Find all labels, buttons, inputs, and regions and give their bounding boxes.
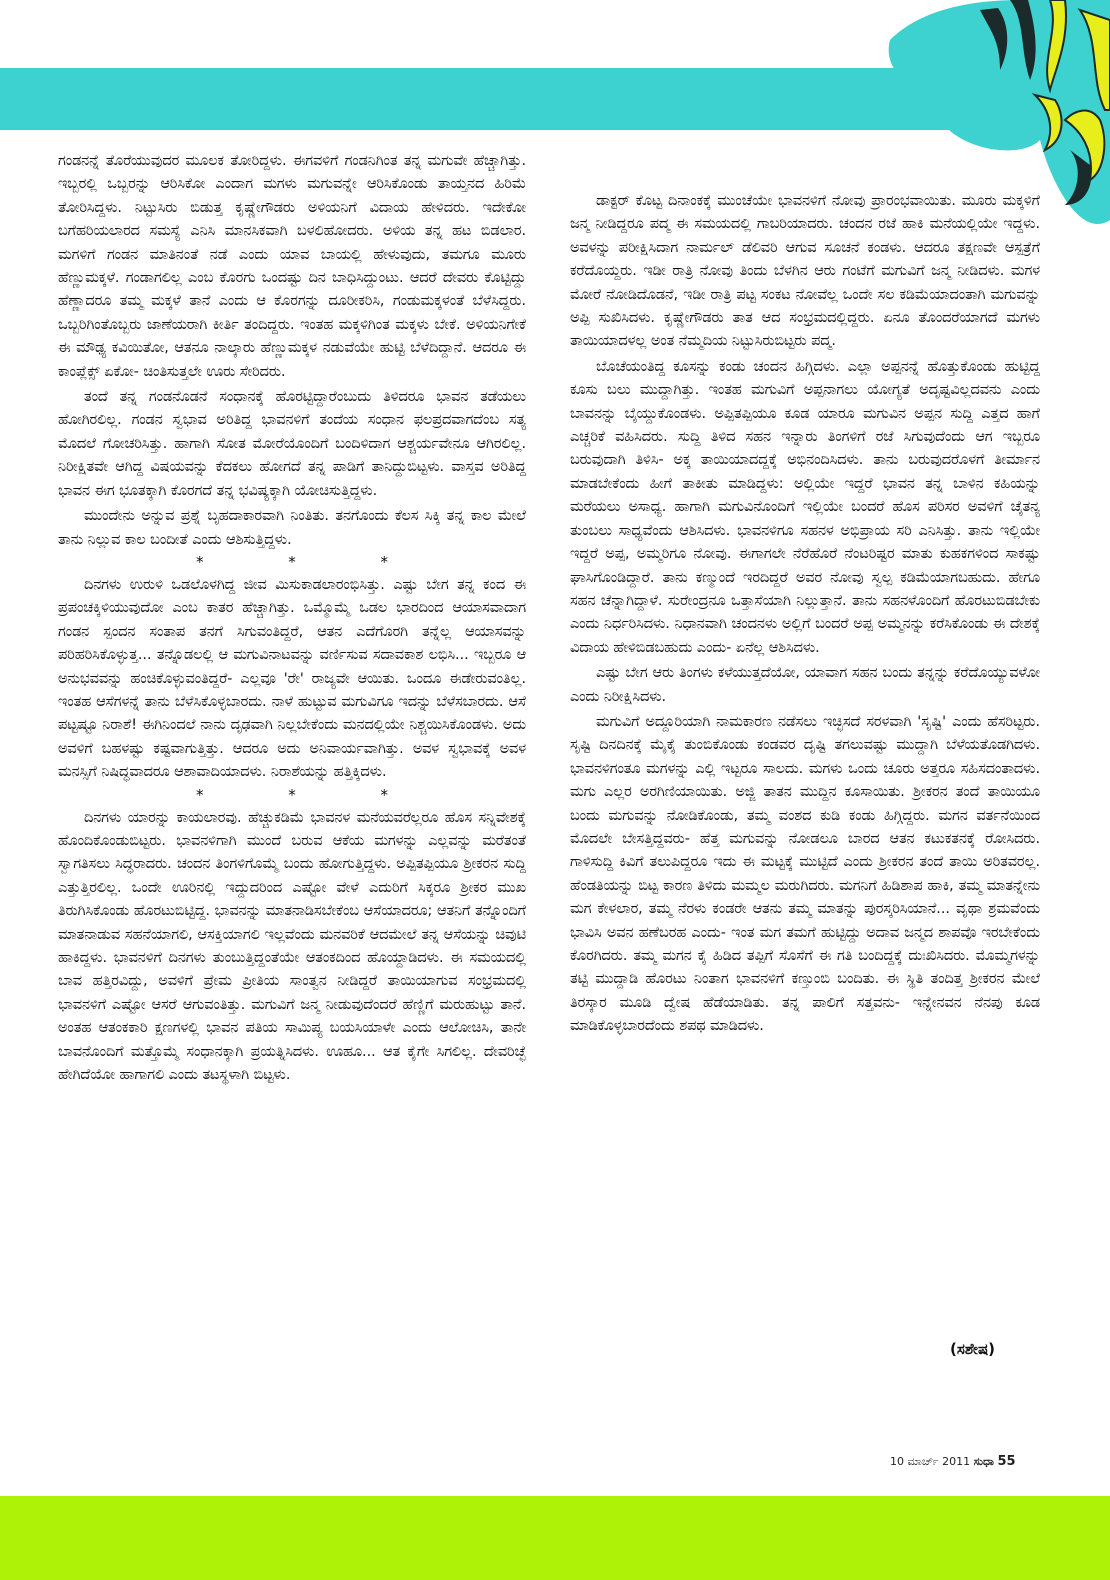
paragraph: ಮಗುವಿಗೆ ಅದ್ದೂರಿಯಾಗಿ ನಾಮಕಾರಣ ನಡೆಸಲು ಇಚ್ಛಿಸದೆ ಸರಳವಾಗಿ 'ಸೃಷ್ಟಿ' ಎಂದು ಹೆಸರಿಟ್ಟರು. ಸೃಷ್ಟಿ ದಿನದಿನಕ್ಕೆ ಮೈಕೈ ತುಂಬಿಕೊಂಡು ಕಂಡವರ ದೃಷ್ಟಿ ತಗಲುವಷ್ಟು ಮುದ್ದಾಗಿ ಬೆಳೆಯತೊಡಗಿದಳು. ಭಾವನಳಿಗಂತೂ ಮಗಳನ್ನು ಎಲ್ಲಿ ಇಟ್ಟರೂ ಸಾಲದು. ಮಗಳು ಒಂದು ಚೂರು ಅತ್ತರೂ ಸಹಿಸದಂತಾದಳು. ಮಗು ಎಲ್ಲರ ಅರಗಿಣಿಯಾಯಿತು. ಅಜ್ಜಿ ತಾತನ ಮುದ್ದಿನ ಕೂಸಾಯಿತು. ಶ್ರೀಕರನ ತಂದೆ ತಾಯಿಯೂ ಬಂದು ಮಗುವನ್ನು ನೋಡಿಕೊಂಡು, ತಮ್ಮ ವಂಶದ ಕುಡಿ ಕಂಡು ಹಿಗ್ಗಿದ್ದರು. ಮಗನ ವರ್ತನೆಯಿಂದ ಮೊದಲೇ ಬೇಸತ್ತಿದ್ದವರು- ಹೆತ್ತ ಮಗುವನ್ನು ನೋಡಲೂ ಬಾರದ ಆತನ ಕಟುಕತನಕ್ಕೆ ರೋಸಿದರು. ಗಾಳಿಸುದ್ದಿ ಕಿವಿಗೆ ತಲುಪಿದ್ದರೂ ಇದು ಈ ಮಟ್ಟಕ್ಕೆ ಮುಟ್ಟಿದೆ ಎಂದು ಶ್ರೀಕರನ ತಂದೆ ತಾಯಿ ಅರಿತವರಲ್ಲ. ಹೆಂಡತಿಯನ್ನು ಬಿಟ್ಟ ಕಾರಣ ತಿಳಿದು ಮಮ್ಮಲ ಮರುಗಿದರು. ಮಗನಿಗೆ ಹಿಡಿಶಾಪ ಹಾಕಿ, ತಮ್ಮ ಮಾತನ್ನೇನು ಮಗ ಕೇಳಲಾರ, ತಮ್ಮ ನೆರಳು ಕಂಡರೇ ಆತನು ತಮ್ಮ ಮಾತನ್ನು ಪುರಸ್ಕರಿಸಿಯಾನೆ... ವೃಥಾ ಶ್ರಮವೆಂದು ಭಾವಿಸಿ ಅವನ ಹಣೆಬರಹ ಎಂದು- ಇಂತ ಮಗ ತಮಗೆ ಹುಟ್ಟಿದ್ದು ಅದಾವ ಜನ್ಮದ ಶಾಪವೊ ಇರಬೇಕೆಂದು ಕೊರಗಿದರು. ತಮ್ಮ ಮಗನ ಕೈ ಹಿಡಿದ ತಪ್ಪಿಗೆ ಸೊಸೆಗೆ ಈ ಗತಿ ಬಂದಿದ್ದಕ್ಕೆ ದುಃಖಿಸಿದರು. ಮೊಮ್ಮಗಳನ್ನು ತಟ್ಟಿ ಮುದ್ದಾಡಿ ಹೊರಟು ನಿಂತಾಗ ಭಾವನಳಿಗೆ ಕಣ್ತುಂಬಿ ಬಂದಿತು. ಈ ಸ್ಥಿತಿ ತಂದಿತ್ತ ಶ್ರೀಕರನ ಮೇಲೆ ತಿರಸ್ಕಾರ ಮೂಡಿ ದ್ವೇಷ ಹೆಡೆಯಾಡಿತು. ತನ್ನ ಪಾಲಿಗೆ ಸತ್ತವನು- ಇನ್ನೇನವನ ನೆನಪು ಕೂಡ ಮಾಡಿಕೊಳ್ಳಬಾರದೆಂದು ಶಪಥ ಮಾಡಿದಳು. xyxy=(570,713,1041,1035)
section-break: * * * xyxy=(195,785,429,804)
page-footer xyxy=(890,1454,1016,1469)
paragraph: ತಂದೆ ತನ್ನ ಗಂಡನೊಡನೆ ಸಂಧಾನಕ್ಕೆ ಹೊರಟ್ಟಿದ್ದಾರೆಂಬುದು ತಿಳಿದರೂ ಭಾವನ ತಡೆಯಲು ಹೋಗಿರಲಿಲ್ಲ. ಗಂಡನ ಸ್ವಭಾವ ಅರಿತಿದ್ದ ಭಾವನಳಿಗೆ ತಂದೆಯ ಸಂಧಾನ ಫಲಪ್ರದವಾಗದೆಂಬ ಸತ್ಯ ಮೊದಲೆ ಗೋಚರಿಸಿತ್ತು. ಹಾಗಾಗಿ ಸೋತ ಮೋರೆಯೊಂದಿಗೆ ಬಂದಿಳಿದಾಗ ಆಶ್ಚರ್ಯವೇನೂ ಆಗಿರಲಿಲ್ಲ. ನಿರೀಕ್ಷಿತವೇ ಆಗಿದ್ದ ವಿಷಯವನ್ನು ಕೆದಕಲು ಹೋಗದೆ ತನ್ನ ಪಾಡಿಗೆ ತಾನಿದ್ದುಬಿಟ್ಟಳು. ವಾಸ್ತವ ಅರಿತಿದ್ದ ಭಾವನ ಈಗ ಭೂತಕ್ಕಾಗಿ ಕೊರಗದೆ ತನ್ನ ಭವಿಷ್ಯಕ್ಕಾಗಿ ಯೋಚಿಸುತ್ತಿದ್ದಳು. xyxy=(58,389,526,499)
bottom-color-band xyxy=(0,1496,1110,1580)
section-break: * * * xyxy=(195,552,429,571)
paragraph: ಗಂಡನನ್ನೆ ತೊರೆಯುವುದರ ಮೂಲಕ ತೋರಿದ್ದಳು. ಈಗವಳಿಗೆ ಗಂಡನಿಗಿಂತ ತನ್ನ ಮಗುವೇ ಹೆಚ್ಚಾಗಿತ್ತು. ಇಬ್ಬರಲ್ಲಿ ಒಬ್ಬರನ್ನು ಆರಿಸಿಕೋ ಎಂದಾಗ ಮಗಳು ಮಗುವನ್ನೇ ಆರಿಸಿಕೊಂಡು ತಾಯ್ತನದ ಹಿರಿಮೆ ತೋರಿಸಿದ್ದಳು. ನಿಟ್ಟುಸಿರು ಬಿಡುತ್ತ ಕೃಷ್ಣೇಗೌಡರು ಅಳಿಯನಿಗೆ ವಿದಾಯ ಹೇಳಿದರು. ಇದೇಕೋ ಬಗೆಹರಿಯಲಾರದ ಸಮಸ್ಯೆ ಎನಿಸಿ ಮಾನಸಿಕವಾಗಿ ಬಳಲಿಹೋದರು. ಅಳಿಯ ತನ್ನ ಹಟ ಬಿಡಲಾರ. ಮಗಳಿಗೆ ಗಂಡನ ಮಾತಿನಂತೆ ನಡೆ ಎಂದು ಯಾವ ಬಾಯಲ್ಲಿ ಹೇಳುವುದು, ತಮಗೂ ಮೂರು ಹೆಣ್ಣುಮಕ್ಕಳೆ. ಗಂಡಾಗಲಿಲ್ಲ ಎಂಬ ಕೊರಗು ಒಂದಷ್ಟು ದಿನ ಬಾಧಿಸಿದ್ದುಂಟು. ಆದರೆ ದೇವರು ಕೊಟ್ಟಿದ್ದು ಹೆಣ್ಣಾದರೂ ತಮ್ಮ ಮಕ್ಕಳೆ ತಾನೆ ಎಂದು ಆ ಕೊರಗನ್ನು ದೂರೀಕರಿಸಿ, ಗಂಡುಮಕ್ಕಳಂತೆ ಬೆಳೆಸಿದ್ದರು. ಒಬ್ಬರಿಗಿಂತೊಬ್ಬರು ಜಾಣೆಯರಾಗಿ ಕೀರ್ತಿ ತಂದಿದ್ದರು. ಇಂತಹ ಮಕ್ಕಳಿಗಿಂತ ಮಕ್ಕಳು ಬೇಕೆ. ಅಳಿಯನಿಗೇಕೆ ಈ ಮೌಢ್ಯ ಕವಿಯಿತೋ, ಆತನೂ ನಾಲ್ಕಾರು ಹೆಣ್ಣುಮಕ್ಕಳ ನಡುವೆಯೇ ಹುಟ್ಟಿ ಬೆಳೆದಿದ್ದಾನೆ. ಆದರೂ ಈ ಕಾಂಪ್ಲೆಕ್ಸ್ ಏಕೋ- ಚಿಂತಿಸುತ್ತಲೇ ಊರು ಸೇರಿದರು. xyxy=(58,153,526,380)
paragraph: ಎಷ್ಟು ಬೇಗ ಆರು ತಿಂಗಳು ಕಳೆಯುತ್ತದೆಯೋ, ಯಾವಾಗ ಸಹನ ಬಂದು ತನ್ನನ್ನು ಕರೆದೊಯ್ಯುವಳೋ ಎಂದು ನಿರೀಕ್ಷಿಸಿದಳು. xyxy=(570,665,1040,705)
magazine-name: ಸುಧಾ xyxy=(973,1455,994,1468)
left-text-column xyxy=(58,150,526,1089)
page-number: 55 xyxy=(997,1454,1016,1469)
paragraph: ಮುಂದೇನು ಅನ್ನುವ ಪ್ರಶ್ನೆ ಬೃಹದಾಕಾರವಾಗಿ ನಿಂತಿತು. ತನಗೊಂದು ಕೆಲಸ ಸಿಕ್ಕಿ ತನ್ನ ಕಾಲ ಮೇಲೆ ತಾನು ನಿಲ್ಲುವ ಕಾಲ ಬಂದೀತೆ ಎಂದು ಆಶಿಸುತ್ತಿದ್ದಳು. xyxy=(58,508,526,548)
paragraph: ಡಾಕ್ಟರ್ ಕೊಟ್ಟ ದಿನಾಂಕಕ್ಕೆ ಮುಂಚೆಯೇ ಭಾವನಳಿಗೆ ನೋವು ಪ್ರಾರಂಭವಾಯಿತು. ಮೂರು ಮಕ್ಕಳಿಗೆ ಜನ್ಮ ನೀಡಿದ್ದರೂ ಪದ್ಮ ಈ ಸಮಯದಲ್ಲಿ ಗಾಬರಿಯಾದರು. ಚಂದನ ರಜೆ ಹಾಕಿ ಮನೆಯಲ್ಲಿಯೇ ಇದ್ದಳು. ಅವಳನ್ನು ಪರೀಕ್ಷಿಸಿದಾಗ ನಾರ್ಮಲ್ ಡೆಲಿವರಿ ಆಗುವ ಸೂಚನೆ ಕಂಡಳು. ಆದರೂ ತಕ್ಷಣವೇ ಆಸ್ಪತ್ರೆಗೆ ಕರೆದೊಯ್ದರು. ಇಡೀ ರಾತ್ರಿ ನೋವು ತಿಂದು ಬೆಳಗಿನ ಆರು ಗಂಟೆಗೆ ಮಗುವಿಗೆ ಜನ್ಮ ನೀಡಿದಳು. ಮಗಳ ಮೋರೆ ನೋಡಿದೊಡನೆ, ಇಡೀ ರಾತ್ರಿ ಪಟ್ಟ ಸಂಕಟ ನೋವೆಲ್ಲ ಒಂದೇ ಸಲ ಕಡಿಮೆಯಾದಂತಾಗಿ ಮಗುವನ್ನು ಅಪ್ಪಿ ಸುಖಿಸಿದಳು. ಕೃಷ್ಣೇಗೌಡರು ತಾತ ಆದ ಸಂಭ್ರಮದಲ್ಲಿದ್ದರು. ಏನೂ ತೊಂದರೆಯಾಗದೆ ಮಗಳು ತಾಯಿಯಾದಳಲ್ಲ ಅಂತ ನೆಮ್ಮದಿಯ ನಿಟ್ಟುಸಿರುಬಿಟ್ಟರು ಪದ್ಮ. xyxy=(570,193,1040,350)
paragraph: ಬೊಚೆಯಂತಿದ್ದ ಕೂಸನ್ನು ಕಂಡು ಚಂದನ ಹಿಗ್ಗಿದಳು. ಎಲ್ಲಾ ಅಪ್ಪನನ್ನೆ ಹೊತ್ತುಕೊಂಡು ಹುಟ್ಟಿದ್ದ ಕೂಸು ಬಲು ಮುದ್ದಾಗಿತ್ತು. ಇಂತಹ ಮಗುವಿಗೆ ಅಪ್ಪನಾಗಲು ಯೋಗ್ಯತೆ ಅದೃಷ್ಟವಿಲ್ಲದವನು ಎಂದು ಬಾವನನ್ನು ಬೈಯ್ದುಕೊಂಡಳು. ಅಪ್ಪಿತಪ್ಪಿಯೂ ಕೂಡ ಯಾರೂ ಮಗುವಿನ ಅಪ್ಪನ ಸುದ್ದಿ ಎತ್ತದ ಹಾಗೆ ಎಚ್ಚರಿಕೆ ವಹಿಸಿದರು. ಸುದ್ದಿ ತಿಳಿದ ಸಹನ ಇನ್ನಾರು ತಿಂಗಳಿಗೆ ರಜೆ ಸಿಗುವುದೆಂದು ಆಗ ಇಬ್ಬರೂ ಬರುವುದಾಗಿ ತಿಳಿಸಿ- ಅಕ್ಕ ತಾಯಿಯಾದದ್ದಕ್ಕೆ ಅಭಿನಂದಿಸಿದಳು. ತಾನು ಬರುವುದರೊಳಗೆ ತೀರ್ಮಾನ ಮಾಡಬೇಕೆಂದು ಹೀಗೆ ತಾಕೀತು ಮಾಡಿದ್ದಳು: ಅಲ್ಲಿಯೇ ಇದ್ದರೆ ಭಾವನ ತನ್ನ ಬಾಳಿನ ಕಹಿಯನ್ನು ಮರೆಯಲು ಅಸಾಧ್ಯ. ಹಾಗಾಗಿ ಮಗುವಿನೊಂದಿಗೆ ಇಲ್ಲಿಯೇ ಬಂದರೆ ಹೊಸ ಪರಿಸರ ಅವಳಿಗೆ ಚೈತನ್ಯ ತುಂಬಲು ಸಾಧ್ಯವೆಂದು ಆಶಿಸಿದಳು. ಭಾವನಳಿಗೂ ಸಹನಳ ಅಭಿಪ್ರಾಯ ಸರಿ ಎನಿಸಿತ್ತು. ತಾನು ಇಲ್ಲಿಯೇ ಇದ್ದರೆ ಅಪ್ಪ, ಅಮ್ಮರಿಗೂ ನೋವು. ಈಗಾಗಲೇ ನೆರೆಹೊರೆ ನೆಂಟರಿಷ್ಟರ ಮಾತು ಕುಹಕಗಳಿಂದ ಸಾಕಷ್ಟು ಘಾಸಿಗೊಂಡಿದ್ದಾರೆ. ತಾನು ಕಣ್ಮುಂದೆ ಇರದಿದ್ದರೆ ಅವರ ನೋವು ಸ್ವಲ್ಪ ಕಡಿಮೆಯಾಗಬಹುದು. ಹೇಗೂ ಸಹನ ಚೆನ್ನಾಗಿದ್ದಾಳೆ. ಸುರೇಂದ್ರನೂ ಒತ್ತಾಸೆಯಾಗಿ ನಿಲ್ಲುತ್ತಾನೆ. ತಾನು ಸಹನಳೊಂದಿಗೆ ಹೊರಟುಬಿಡಬೇಕು ಎಂದು ನಿರ್ಧರಿಸಿದಳು. ನಿಧಾನವಾಗಿ ಚಂದನಳು ಅಲ್ಲಿಗೆ ಬಂದರೆ ಅಪ್ಪ ಅಮ್ಮನನ್ನು ಕರೆಸಿಕೊಂಡು ಈ ದೇಶಕ್ಕೆ ವಿದಾಯ ಹೇಳಿಬಿಡಬಹುದು ಎಂದು- ಏನೆಲ್ಲ ಆಶಿಸಿದಳು. xyxy=(570,358,1040,656)
continued-label: (ಸಶೇಷ) xyxy=(950,1340,996,1358)
paragraph: ದಿನಗಳು ಯಾರನ್ನು ಕಾಯಲಾರವು. ಹೆಚ್ಚುಕಡಿಮೆ ಭಾವನಳ ಮನೆಯವರೆಲ್ಲರೂ ಹೊಸ ಸನ್ನಿವೇಶಕ್ಕೆ ಹೊಂದಿಕೊಂಡುಬಿಟ್ಟರು. ಭಾವನಳಿಗಾಗಿ ಮುಂದೆ ಬರುವ ಆಕೆಯ ಮಗಳನ್ನು ಎಲ್ಲವನ್ನು ಮರೆತಂತೆ ಸ್ವಾಗತಿಸಲು ಸಿದ್ಧರಾದರು. ಚಂದನ ತಿಂಗಳಿಗೊಮ್ಮೆ ಬಂದು ಹೋಗುತ್ತಿದ್ದಳು. ಅಪ್ಪಿತಪ್ಪಿಯೂ ಶ್ರೀಕರನ ಸುದ್ದಿ ಎತ್ತುತ್ತಿರಲಿಲ್ಲ. ಒಂದೇ ಊರಿನಲ್ಲಿ ಇದ್ದುದರಿಂದ ಎಷ್ಟೋ ವೇಳೆ ಎದುರಿಗೆ ಸಿಕ್ಕರೂ ಶ್ರೀಕರ ಮುಖ ತಿರುಗಿಸಿಕೊಂಡು ಹೊರಟುಬಿಟ್ಟಿದ್ದ. ಭಾವನನ್ನು ಮಾತನಾಡಿಸಬೇಕೆಂಬ ಆಸೆಯಾದರೂ; ಆತನಿಗೆ ತನ್ನೊಂದಿಗೆ ಮಾತನಾಡುವ ಸಹನೆಯಾಗಲಿ, ಆಸಕ್ತಿಯಾಗಲಿ ಇಲ್ಲವೆಂದು ಮನವರಿಕೆ ಆದಮೇಲೆ ತನ್ನ ಆಸೆಯನ್ನು ಚಿವುಟಿ ಹಾಕಿದ್ದಳು. ಭಾವನಳಿಗೆ ದಿನಗಳು ತುಂಬುತ್ತಿದ್ದಂತೆಯೇ ಆತಂಕದಿಂದ ಹೊಯ್ದಾಡಿದಳು. ಈ ಸಮಯದಲ್ಲಿ ಬಾವ ಹತ್ತಿರವಿದ್ದು, ಅವಳಿಗೆ ಪ್ರೇಮ ಪ್ರೀತಿಯ ಸಾಂತ್ವನ ನೀಡಿದ್ದರೆ ತಾಯಿಯಾಗುವ ಸಂಭ್ರಮದಲ್ಲಿ ಭಾವನಳಿಗೆ ಎಷ್ಟೋ ಆಸರೆ ಆಗುವಂತಿತ್ತು. ಮಗುವಿಗೆ ಜನ್ಮ ನೀಡುವುದೆಂದರೆ ಹೆಣ್ಣಿಗೆ ಮರುಹುಟ್ಟು ತಾನೆ. ಅಂತಹ ಆತಂಕಕಾರಿ ಕ್ಷಣಗಳಲ್ಲಿ ಭಾವನ ಪತಿಯ ಸಾಮಿಪ್ಯ ಬಯಸಿಯಾಳೇ ಎಂದು ಆಲೋಚಿಸಿ, ತಾನೇ ಬಾವನೊಂದಿಗೆ ಮತ್ತೊಮ್ಮೆ ಸಂಧಾನಕ್ಕಾಗಿ ಪ್ರಯತ್ನಿಸಿದಳು. ಊಹೂ... ಆತ ಕೈಗೇ ಸಿಗಲಿಲ್ಲ. ದೇವರಿಚ್ಛೆ ಹೇಗಿದೆಯೋ ಹಾಗಾಗಲಿ ಎಂದು ತಟಸ್ಥಳಾಗಿ ಬಿಟ್ಟಳು. xyxy=(58,809,526,1084)
paragraph: ದಿನಗಳು ಉರುಳಿ ಒಡಲೊಳಗಿದ್ದ ಜೀವ ಮಿಸುಕಾಡಲಾರಂಭಿಸಿತ್ತು. ಎಷ್ಟು ಬೇಗ ತನ್ನ ಕಂದ ಈ ಪ್ರಪಂಚಕ್ಕಿಳಿಯುವುದೋ ಎಂಬ ಕಾತರ ಹೆಚ್ಚಾಗಿತ್ತು. ಒಮ್ಮೊಮ್ಮೆ ಒಡಲ ಭಾರದಿಂದ ಆಯಾಸವಾದಾಗ ಗಂಡನ ಸ್ಪಂದನ ಸಂತಾಪ ತನಗೆ ಸಿಗುವಂತಿದ್ದರೆ, ಆತನ ಎದೆಗೊರಗಿ ತನ್ನೆಲ್ಲ ಆಯಾಸವನ್ನು ಪರಿಹರಿಸಿಕೊಳ್ಳುತ್ತ... ತನ್ನೊಡಲಲ್ಲಿ ಆ ಮಗುವಿನಾಟವನ್ನು ವರ್ಣಿಸುವ ಸದಾವಕಾಶ ಲಭಿಸಿ... ಇಬ್ಬರೂ ಆ ಅನುಭವವನ್ನು ಹಂಚಿಕೊಳ್ಳುವಂತಿದ್ದರೆ- ಎಲ್ಲವೂ 'ರೇ' ರಾಜ್ಯವೇ ಆಯಿತು. ಒಂದೂ ಈಡೇರುವಂತಿಲ್ಲ. ಇಂತಹ ಆಸೆಗಳನ್ನೆ ತಾನು ಬೆಳೆಸಿಕೊಳ್ಳಬಾರದು. ನಾಳೆ ಹುಟ್ಟುವ ಮಗುವಿಗೂ ಇದನ್ನು ಬೆಳೆಸಬಾರದು. ಆಸೆ ಪಟ್ಟಷ್ಟೂ ನಿರಾಶೆ! ಈಗಿನಿಂದಲೆ ನಾನು ದೃಢವಾಗಿ ನಿಲ್ಲಬೇಕೆಂದು ಮನದಲ್ಲಿಯೇ ನಿಶ್ಚಯಿಸಿಕೊಂಡಳು. ಅದು ಅವಳಿಗೆ ಬಹಳಷ್ಟು ಕಷ್ಟವಾಗುತ್ತಿತ್ತು. ಆದರೂ ಅದು ಅನಿವಾರ್ಯವಾಗಿತ್ತು. ಅವಳ ಸ್ವಭಾವಕ್ಕೆ ಅವಳ ಮನಸ್ಸಿಗೆ ನಿಷಿದ್ಧವಾದರೂ ಆಶಾವಾದಿಯಾದಳು. ನಿರಾಶೆಯನ್ನು ಹತ್ತಿಕ್ಕಿದಳು. xyxy=(58,576,526,781)
right-text-column xyxy=(570,190,1040,1041)
issue-date: 10 ಮಾರ್ಚ್ 2011 xyxy=(890,1455,971,1468)
